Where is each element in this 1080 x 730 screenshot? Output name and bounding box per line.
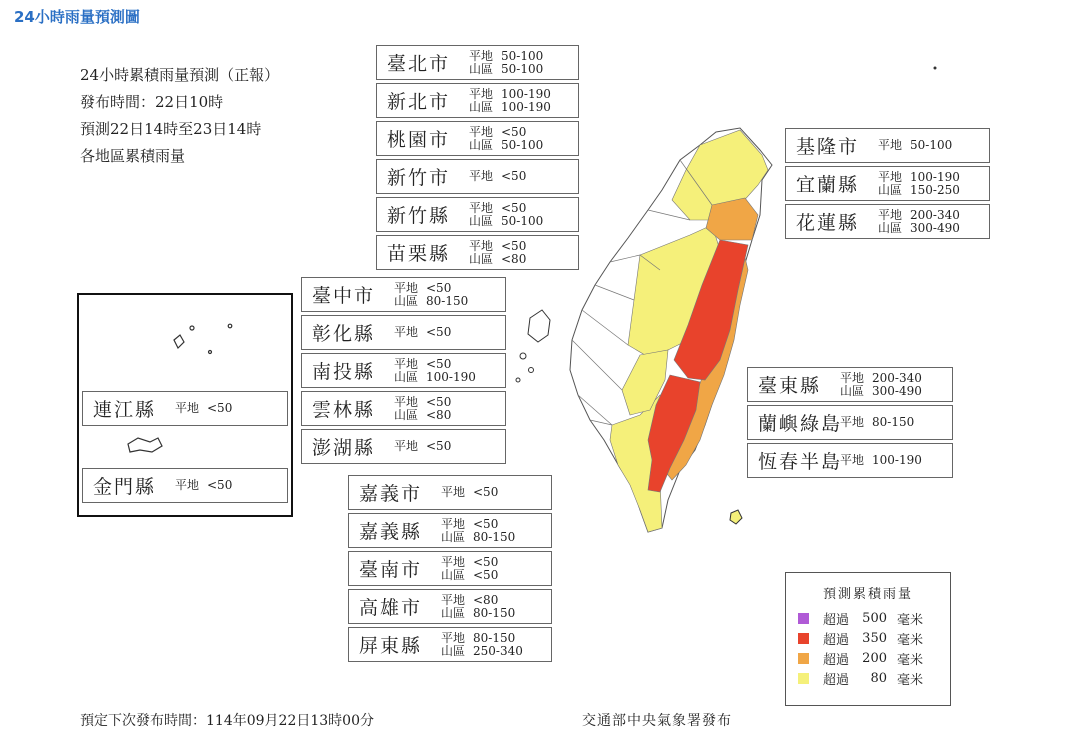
region-name: 宜蘭縣 [796,174,860,196]
region-name: 嘉義縣 [359,521,423,543]
rain-value: 50-100 [501,213,544,228]
rain-value: <50 [426,394,452,409]
terrain-label: 山區 [469,137,494,152]
rain-value: 100-190 [501,99,551,114]
region-box-changhua [301,315,506,350]
region-name: 高雄市 [359,597,423,619]
penghu-islands [516,310,550,382]
region-name: 桃園市 [387,129,451,151]
terrain-label: 山區 [840,383,865,398]
rain-value: 100-190 [426,369,476,384]
region-name: 臺北市 [387,53,451,75]
terrain-label: 平地 [469,238,494,253]
rain-value: <80 [473,592,499,607]
rain-value: 80-150 [473,605,516,620]
rain-value: <50 [501,124,527,139]
rain-value: 100-190 [872,453,922,467]
region-box-hsinchu-city [376,159,579,194]
terrain-label: 山區 [469,251,494,266]
legend-item-350 [798,628,950,648]
terrain-label: 平地 [394,280,419,295]
region-box-hualien [785,204,990,239]
terrain-label: 平地 [394,325,419,339]
rain-value: <50 [473,567,499,582]
rain-value: 80-150 [473,630,516,645]
terrain-label: 山區 [394,293,419,308]
terrain-label: 平地 [840,453,865,467]
legend-item-80 [798,668,950,688]
terrain-label: 山區 [878,182,903,197]
terrain-label: 平地 [394,394,419,409]
page-title: 24小時雨量預測圖 [14,8,140,26]
region-name: 臺中市 [312,285,376,307]
rain-value: 300-490 [872,383,922,398]
region-name: 花蓮縣 [796,212,860,234]
terrain-label: 平地 [469,48,494,63]
terrain-label: 山區 [441,567,466,582]
legend-value: 500 [862,610,887,626]
rain-value: 100-190 [910,169,960,184]
rain-value: <50 [426,439,452,453]
region-name: 屏東縣 [359,635,423,657]
terrain-label: 平地 [469,200,494,215]
terrain-label: 山區 [469,61,494,76]
rain-value: <50 [501,238,527,253]
region-name: 新北市 [387,91,451,113]
terrain-label: 山區 [394,369,419,384]
terrain-label: 平地 [469,86,494,101]
rain-value: 200-340 [872,370,922,385]
terrain-label: 平地 [441,485,466,499]
region-name: 澎湖縣 [312,437,376,459]
terrain-label: 平地 [441,516,466,531]
terrain-label: 平地 [394,439,419,453]
rain-value: 50-100 [910,138,953,152]
rain-value: 80-150 [426,293,469,308]
legend-unit: 毫米 [897,672,924,688]
rain-value: <50 [473,485,499,499]
region-name: 新竹市 [387,167,451,189]
rain-value: 200-340 [910,207,960,222]
terrain-label: 山區 [441,605,466,620]
legend-item-200 [798,648,950,668]
region-box-yunlin [301,391,506,426]
rain-value: <80 [426,407,452,422]
legend-swatch [798,613,809,624]
region-box-hsinchu-county [376,197,579,232]
legend-unit: 毫米 [897,632,924,648]
terrain-label: 山區 [441,529,466,544]
terrain-label: 平地 [469,124,494,139]
region-box-taipei-city [376,45,579,80]
legend-swatch [798,673,809,684]
rain-value: 150-250 [910,182,960,197]
region-box-yilan [785,166,990,201]
region-name: 新竹縣 [387,205,451,227]
region-name: 臺南市 [359,559,423,581]
legend-unit: 毫米 [897,612,924,628]
region-box-tainan [348,551,552,586]
next-release-time: 預定下次發布時間：114年09月22日13時00分 [80,713,374,729]
legend-swatch [798,653,809,664]
region-name: 臺東縣 [758,375,822,397]
rain-value: 80-150 [872,415,915,429]
terrain-label: 山區 [394,407,419,422]
terrain-label: 平地 [878,169,903,184]
region-name: 苗栗縣 [387,243,451,265]
region-name: 基隆市 [796,136,860,158]
region-caption: 各地區累積雨量 [80,147,186,165]
legend-unit: 毫米 [897,652,924,668]
region-box-kinmen [82,468,288,503]
terrain-label: 平地 [840,370,865,385]
rain-value: <50 [473,516,499,531]
rain-value: 50-100 [501,61,544,76]
legend-value: 200 [862,650,887,666]
rain-value: <50 [426,325,452,339]
rain-value: 300-490 [910,220,960,235]
terrain-label: 山區 [441,643,466,658]
rain-value: <50 [426,356,452,371]
region-box-nantou [301,353,506,388]
legend-word: 超過 [823,672,850,688]
rain-value: <50 [207,478,233,492]
region-box-hengchun [747,443,953,478]
region-box-lienchiang [82,391,288,426]
region-box-keelung [785,128,990,163]
rain-value: <50 [501,200,527,215]
rain-value: 80-150 [473,529,516,544]
rain-value: 100-190 [501,86,551,101]
forecast-title: 24小時累積雨量預測（正報） [80,66,280,84]
region-name: 南投縣 [312,361,376,383]
rain-value: <50 [501,169,527,183]
rain-value: <50 [426,280,452,295]
terrain-label: 平地 [441,592,466,607]
region-box-chiayi-county [348,513,552,548]
legend-item-500 [798,608,950,628]
region-box-penghu [301,429,506,464]
region-box-miaoli [376,235,579,270]
publisher: 交通部中央氣象署發布 [582,713,732,729]
region-box-kaohsiung [348,589,552,624]
rain-value: 50-100 [501,137,544,152]
region-name: 嘉義市 [359,483,423,505]
terrain-label: 平地 [175,401,200,415]
map-dot [934,67,937,70]
release-time: 發布時間：22日10時 [80,93,224,111]
region-box-taoyuan [376,121,579,156]
rain-value: <50 [473,554,499,569]
terrain-label: 平地 [441,630,466,645]
region-name: 連江縣 [93,399,157,421]
legend-title: 預測累積雨量 [822,587,913,602]
legend-word: 超過 [823,632,850,648]
region-name: 彰化縣 [312,323,376,345]
rain-value: 250-340 [473,643,523,658]
rain-value: <50 [207,401,233,415]
terrain-label: 山區 [469,213,494,228]
terrain-label: 平地 [878,207,903,222]
rain-value: <80 [501,251,527,266]
region-name: 恆春半島 [758,451,843,473]
region-box-lanyu-ludao [747,405,953,440]
terrain-label: 山區 [878,220,903,235]
terrain-label: 平地 [878,138,903,152]
region-name: 雲林縣 [312,399,376,421]
terrain-label: 平地 [441,554,466,569]
region-box-taichung [301,277,506,312]
legend-value: 80 [870,670,887,686]
rainfall-legend [785,572,951,706]
region-box-pingtung [348,627,552,662]
terrain-label: 山區 [469,99,494,114]
legend-swatch [798,633,809,644]
region-box-chiayi-city [348,475,552,510]
terrain-label: 平地 [469,169,494,183]
legend-value: 350 [862,630,887,646]
terrain-label: 平地 [175,478,200,492]
region-box-new-taipei [376,83,579,118]
terrain-label: 平地 [840,415,865,429]
terrain-label: 平地 [394,356,419,371]
rain-value: 50-100 [501,48,544,63]
region-name: 蘭嶼綠島 [758,413,843,435]
legend-word: 超過 [823,612,850,628]
forecast-period: 預測22日14時至23日14時 [80,120,262,138]
region-name: 金門縣 [93,476,157,498]
legend-word: 超過 [823,652,850,668]
region-box-taitung [747,367,953,402]
